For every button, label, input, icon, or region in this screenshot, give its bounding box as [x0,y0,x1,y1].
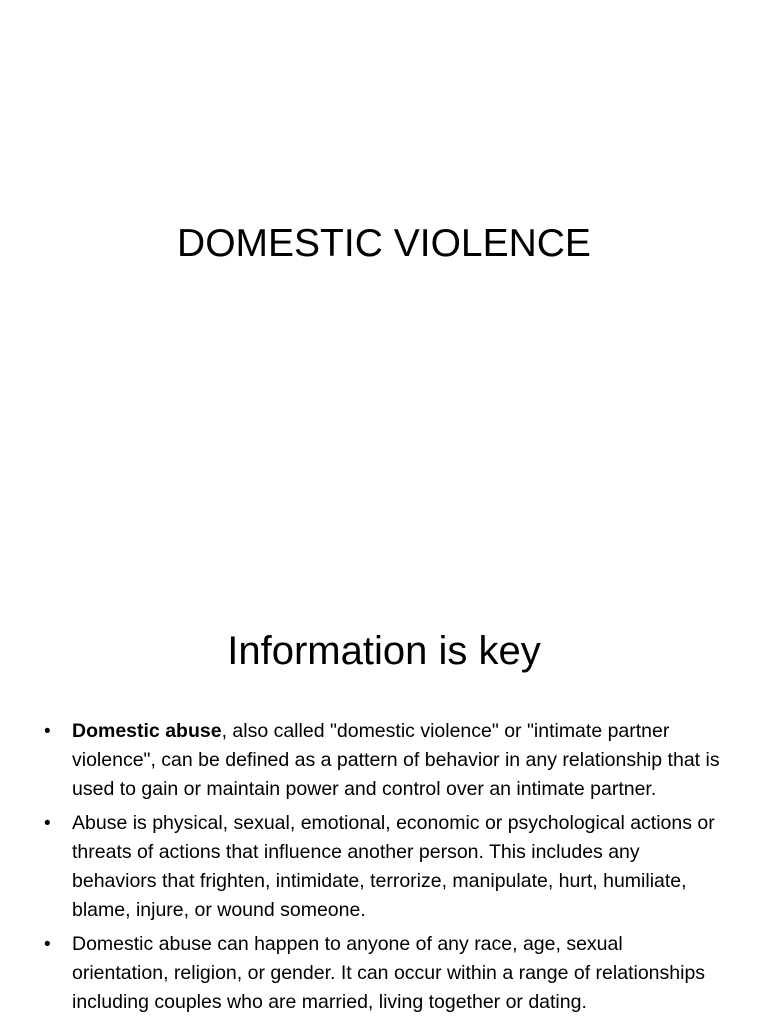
bullet-text: Domestic abuse can happen to anyone of any race, age, sexual orientation, religion, or gender. It can occur within a range of relationships including couples who are married, living together or dating. [72,933,706,1013]
slide-information [0,576,768,1024]
slide-information-heading: Information is key [227,629,541,673]
bullet-list [44,717,724,1022]
bullet-item [44,930,724,1017]
bullet-text: , also called "domestic violence" or "intimate partner violence", can be defined as a pattern of behavior in any relationship that is used to gain or maintain power and control over an intimate partner. [72,720,720,800]
slide-title-heading: DOMESTIC VIOLENCE [177,222,591,265]
bullet-bold-term: Domestic abuse [72,720,222,742]
bullet-item [44,809,724,925]
bullet-marker: • [44,813,51,834]
bullet-marker: • [44,934,51,955]
bullet-text: Abuse is physical, sexual, emotional, economic or psychological actions or threats of actions that influence another person. This includes any behaviors that frighten, intimidate, terrorize, manipulate, hurt, humiliate, blame, injure, or wound someone. [72,812,715,921]
bullet-marker: • [44,721,51,742]
bullet-item [44,717,724,804]
